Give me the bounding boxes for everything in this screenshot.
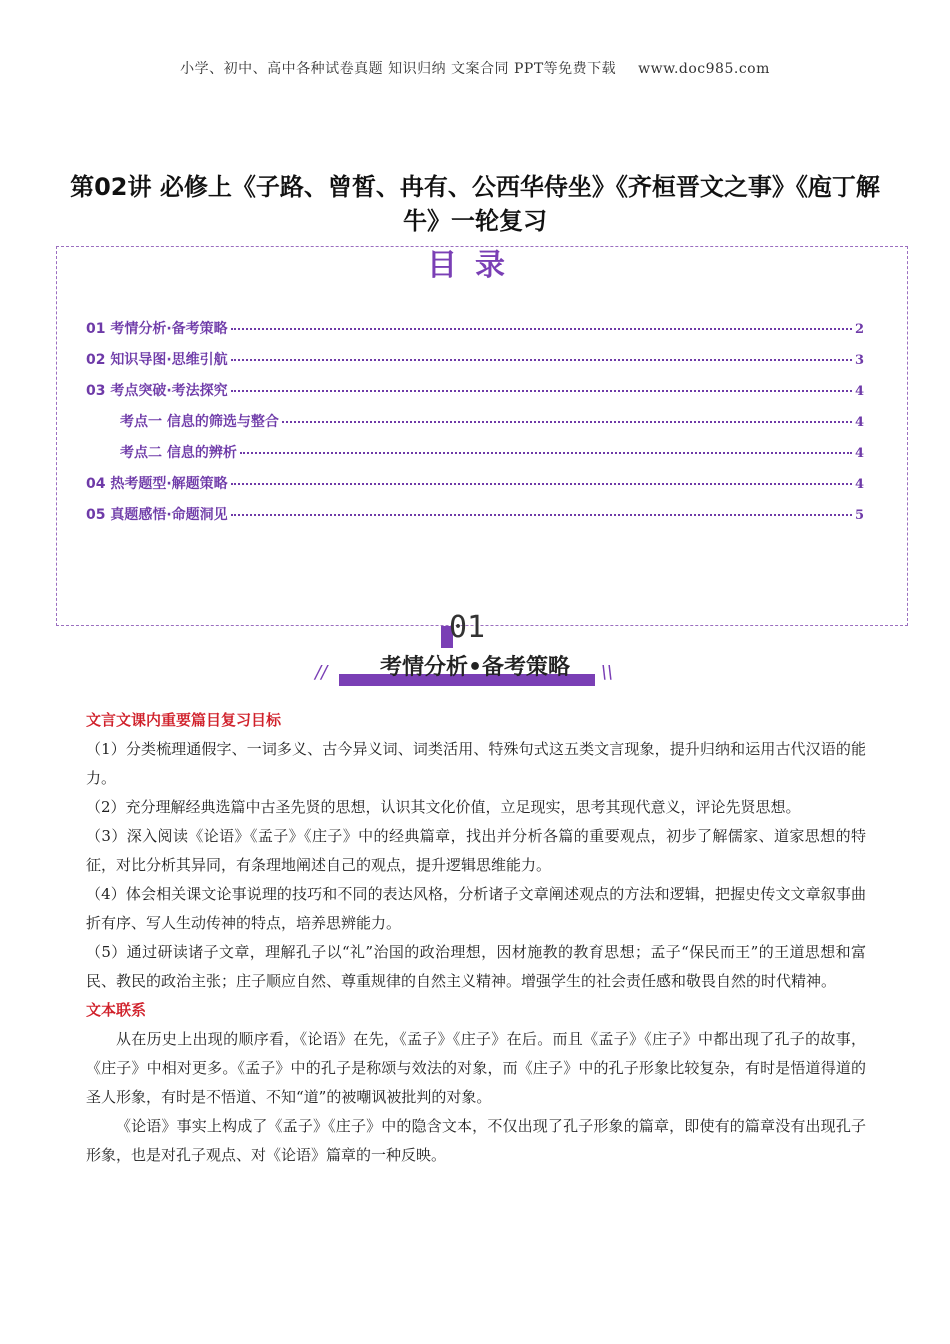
toc-item-page: 3 bbox=[854, 353, 864, 368]
goal-item: （5）通过研读诸子文章，理解孔子以“礼”治国的政治理想，因材施教的教育思想；孟子“保民而王”的王道思想和富民、教民的政治主张；庄子顺应自然、尊重规律的自然主义精神。增强学生的社会责任感和敬畏自然的时代精神。 bbox=[86, 943, 866, 990]
toc-leader-dots bbox=[231, 328, 852, 330]
toc-subitem[interactable] bbox=[86, 411, 864, 442]
toc-leader-dots bbox=[231, 514, 852, 516]
document-title: 第02讲 必修上《子路、曾皙、冉有、公西华侍坐》《齐桓晋文之事》《庖丁解牛》一轮复习 bbox=[70, 173, 880, 235]
body-paragraph: 从在历史上出现的顺序看，《论语》在先，《孟子》《庄子》在后。而且《孟子》《庄子》中都出现了孔子的故事，《庄子》中相对更多。《孟子》中的孔子是称颂与效法的对象，而《庄子》中的孔子形象比较复杂，有时是悟道得道的圣人形象，有时是不悟道、不知“道”的被嘲讽被批判的对象。 bbox=[86, 1030, 866, 1106]
toc-item-page: 4 bbox=[854, 446, 864, 461]
toc-item[interactable] bbox=[86, 504, 864, 535]
toc-item-page: 4 bbox=[854, 384, 864, 399]
slash-decoration-right: \\ bbox=[600, 662, 613, 683]
goals-heading: 文言文课内重要篇目复习目标 bbox=[86, 711, 282, 729]
header-site-link[interactable]: www.doc985.com bbox=[638, 61, 770, 77]
toc-list bbox=[86, 318, 864, 535]
body-paragraph: 《论语》事实上构成了《孟子》《庄子》中的隐含文本，不仅出现了孔子形象的篇章，即使有的篇章没有出现孔子形象，也是对孔子观点、对《论语》篇章的一种反映。 bbox=[86, 1117, 866, 1164]
toc-item-label: 考点一 信息的筛选与整合 bbox=[120, 414, 279, 430]
toc-item[interactable] bbox=[86, 349, 864, 380]
main-content bbox=[86, 706, 866, 1170]
header-text: 小学、初中、高中各种试卷真题 知识归纳 文案合同 PPT等免费下载 bbox=[180, 61, 617, 77]
toc-item-page: 2 bbox=[854, 322, 864, 337]
page-header bbox=[0, 58, 950, 78]
section-banner bbox=[315, 606, 635, 696]
goal-item: （2）充分理解经典选篇中古圣先贤的思想，认识其文化价值，立足现实，思考其现代意义，评论先贤思想。 bbox=[86, 798, 801, 816]
toc-item[interactable] bbox=[86, 473, 864, 504]
toc-leader-dots bbox=[231, 359, 852, 361]
toc-leader-dots bbox=[231, 390, 852, 392]
toc-item[interactable] bbox=[86, 318, 864, 349]
toc-item[interactable] bbox=[86, 380, 864, 411]
toc-item-label: 04 热考题型·解题策略 bbox=[86, 476, 228, 492]
toc-item-label: 03 考点突破·考法探究 bbox=[86, 383, 228, 399]
toc-item-page: 4 bbox=[854, 477, 864, 492]
toc-item-page: 4 bbox=[854, 415, 864, 430]
goal-item: （1）分类梳理通假字、一词多义、古今异义词、词类活用、特殊句式这五类文言现象，提升归纳和运用古代汉语的能力。 bbox=[86, 740, 866, 787]
toc-subitem[interactable] bbox=[86, 442, 864, 473]
toc-leader-dots bbox=[240, 452, 852, 454]
slash-decoration-left: // bbox=[315, 662, 328, 683]
toc-item-label: 02 知识导图·思维引航 bbox=[86, 352, 228, 368]
toc-item-label: 01 考情分析·备考策略 bbox=[86, 321, 228, 337]
toc-item-page: 5 bbox=[854, 508, 864, 523]
toc-item-label: 考点二 信息的辨析 bbox=[120, 445, 237, 461]
text-link-heading: 文本联系 bbox=[86, 1001, 147, 1019]
goal-item: （3）深入阅读《论语》《孟子》《庄子》中的经典篇章，找出并分析各篇的重要观点，初步了解儒家、道家思想的特征，对比分析其异同，有条理地阐述自己的观点，提升逻辑思维能力。 bbox=[86, 827, 866, 874]
goal-item: （4）体会相关课文论事说理的技巧和不同的表达风格，分析诸子文章阐述观点的方法和逻辑，把握史传文文章叙事曲折有序、写人生动传神的特点，培养思辨能力。 bbox=[86, 885, 866, 932]
toc-leader-dots bbox=[282, 421, 852, 423]
toc-leader-dots bbox=[231, 483, 852, 485]
section-title: 考情分析•备考策略 bbox=[379, 655, 571, 680]
section-number: 01 bbox=[449, 610, 486, 645]
toc-heading: 目录 bbox=[427, 248, 523, 283]
toc-item-label: 05 真题感悟·命题洞见 bbox=[86, 507, 228, 523]
